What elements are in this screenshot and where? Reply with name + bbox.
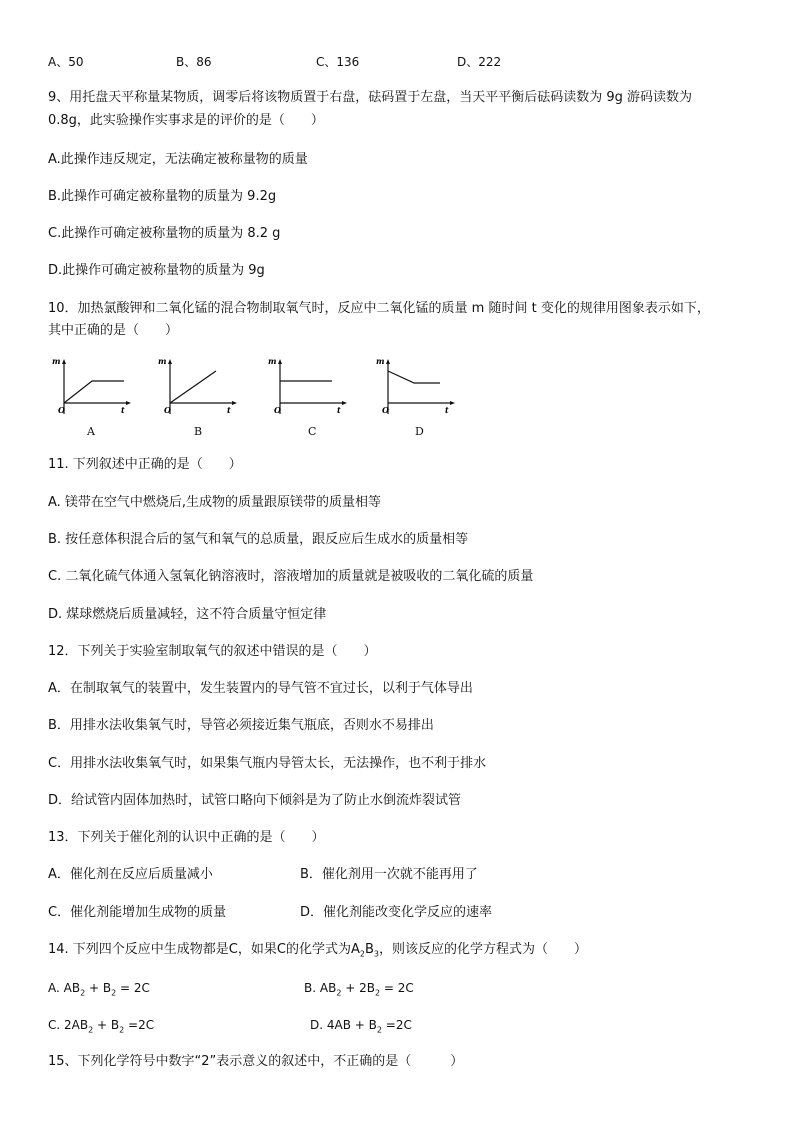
- q12-option-b: B．用排水法收集氧气时，导管必须接近集气瓶底，否则水不易排出: [48, 718, 434, 733]
- q14-option-a-part2: + B: [85, 981, 112, 995]
- q14-option-a-part1: A. AB: [48, 981, 81, 995]
- graph-c-y-arrow: [278, 359, 282, 364]
- q14-option-c-sub2: 2: [119, 1025, 125, 1035]
- q9-stem-line1: 9、用托盘天平称量某物质，调零后将该物质置于右盘，砝码置于左盘，当天平平衡后砝码读数为 9g 游码读数为: [48, 90, 693, 105]
- q14-option-d-sub1: 2: [376, 1025, 382, 1035]
- graph-d-curve: [388, 371, 440, 383]
- graph-a-x-arrow: [126, 401, 131, 405]
- graph-a-x-label: t: [121, 405, 125, 415]
- q9-option-d: D.此操作可确定被称量物的质量为 9g: [48, 263, 265, 278]
- q14-option-c-part2: + B: [93, 1018, 120, 1032]
- q11-option-c: C. 二氧化硫气体通入氢氧化钠溶液时，溶液增加的质量就是被吸收的二氧化硫的质量: [48, 569, 534, 584]
- q14-option-b: [304, 980, 414, 996]
- q12-stem: 12．下列关于实验室制取氧气的叙述中错误的是（ ）: [48, 644, 377, 659]
- q14-option-a-sub2: 2: [111, 988, 117, 998]
- graph-b-y-label: m: [158, 356, 167, 366]
- graph-a: [52, 354, 152, 420]
- graph-c-origin: O: [274, 405, 281, 415]
- q14-option-c-part1: C. 2AB: [48, 1018, 89, 1032]
- q14-stem-b: B: [364, 942, 374, 957]
- q14-option-c-part3: =2C: [124, 1018, 155, 1032]
- graph-d: [376, 354, 476, 420]
- graph-a-origin: O: [58, 405, 65, 415]
- graph-b-x-arrow: [232, 401, 237, 405]
- q13-option-d: D．催化剂能改变化学反应的速率: [300, 905, 493, 920]
- graph-a-label: A: [87, 425, 95, 438]
- graph-d-y-arrow: [386, 359, 390, 364]
- q13-option-b: B．催化剂用一次就不能再用了: [300, 867, 478, 882]
- graph-b-origin: O: [164, 405, 171, 415]
- q14-stem-sub-3: 3: [373, 949, 379, 959]
- graph-b-curve: [170, 371, 216, 403]
- graph-c-y-label: m: [268, 356, 277, 366]
- graph-b-label: B: [194, 425, 203, 438]
- q13-option-c: C．催化剂能增加生成物的质量: [48, 905, 227, 920]
- q14-option-a-part3: = 2C: [116, 981, 150, 995]
- graph-d-label: D: [415, 425, 424, 438]
- graph-c: [268, 354, 368, 420]
- q12-option-d: D．给试管内固体加热时，试管口略向下倾斜是为了防止水倒流炸裂试管: [48, 793, 462, 808]
- graph-c-x-arrow: [342, 401, 347, 405]
- q11-stem: 11. 下列叙述中正确的是（ ）: [48, 457, 242, 472]
- q14-option-a-sub1: 2: [80, 988, 86, 998]
- graph-c-label: C: [308, 425, 317, 438]
- graph-b: [158, 354, 258, 420]
- q8-option-d: D、222: [457, 55, 502, 69]
- graph-d-x-label: t: [445, 405, 449, 415]
- q11-option-a: A. 镁带在空气中燃烧后,生成物的质量跟原镁带的质量相等: [48, 495, 382, 510]
- q14-stem-pre: 14. 下列四个反应中生成物都是C，如果C的化学式为A: [48, 942, 360, 957]
- graph-d-origin: O: [382, 405, 389, 415]
- q8-option-a: A、50: [48, 55, 84, 69]
- q14-option-d-part2: =2C: [381, 1018, 412, 1032]
- q14-stem-post: ，则该反应的化学方程式为（ ）: [378, 942, 587, 957]
- q14-option-b-sub1: 2: [336, 988, 342, 998]
- q14-option-c: [48, 1017, 154, 1033]
- q15-stem: 15、下列化学符号中数字“2”表示意义的叙述中，不正确的是（ ）: [48, 1054, 464, 1069]
- q14-option-b-sub2: 2: [374, 988, 381, 998]
- q14-option-d: [310, 1017, 412, 1033]
- graph-a-curve: [64, 381, 124, 403]
- q14-option-c-sub1: 2: [88, 1025, 94, 1035]
- q10-stem-line2: 其中正确的是（ ）: [48, 323, 179, 338]
- q14-option-b-part2: + 2B: [341, 981, 375, 995]
- q9-option-b: B.此操作可确定被称量物的质量为 9.2g: [48, 189, 277, 204]
- q10-stem-line1: 10．加热氯酸钾和二氧化锰的混合物制取氧气时，反应中二氧化锰的质量 m 随时间 t 变化的规律用图象表示如下，: [48, 301, 710, 316]
- graph-d-x-arrow: [450, 401, 455, 405]
- q14-option-b-part1: B. AB: [304, 981, 337, 995]
- graph-b-y-arrow: [168, 359, 172, 364]
- q11-option-d: D. 煤球燃烧后质量减轻，这不符合质量守恒定律: [48, 607, 327, 622]
- q12-option-c: C．用排水法收集氧气时，如果集气瓶内导管太长，无法操作，也不利于排水: [48, 756, 487, 771]
- q9-option-c: C.此操作可确定被称量物的质量为 8.2 g: [48, 226, 281, 241]
- q8-option-b: B、86: [176, 55, 212, 69]
- q9-stem-line2: 0.8g，此实验操作实事求是的评价的是（ ）: [48, 113, 324, 128]
- q11-option-b: B. 按任意体积混合后的氢气和氧气的总质量，跟反应后生成水的质量相等: [48, 532, 469, 547]
- graph-d-y-label: m: [376, 356, 385, 366]
- q14-option-b-part3: = 2C: [380, 981, 414, 995]
- q8-option-c: C、136: [316, 55, 360, 69]
- q13-stem: 13．下列关于催化剂的认识中正确的是（ ）: [48, 830, 325, 845]
- q9-option-a: A.此操作违反规定，无法确定被称量物的质量: [48, 152, 308, 167]
- q14-stem: [48, 942, 587, 958]
- q13-option-a: A．催化剂在反应后质量减小: [48, 867, 213, 882]
- q12-option-a: A．在制取氧气的装置中，发生装置内的导气管不宜过长，以利于气体导出: [48, 681, 473, 696]
- graph-a-y-arrow: [62, 359, 66, 364]
- q14-stem-sub-2: 2: [359, 949, 365, 959]
- graph-b-x-label: t: [227, 405, 231, 415]
- graph-a-y-label: m: [52, 356, 61, 366]
- graph-c-x-label: t: [337, 405, 341, 415]
- q14-option-a: [48, 980, 150, 996]
- q14-option-d-part1: D. 4AB + B: [310, 1018, 377, 1032]
